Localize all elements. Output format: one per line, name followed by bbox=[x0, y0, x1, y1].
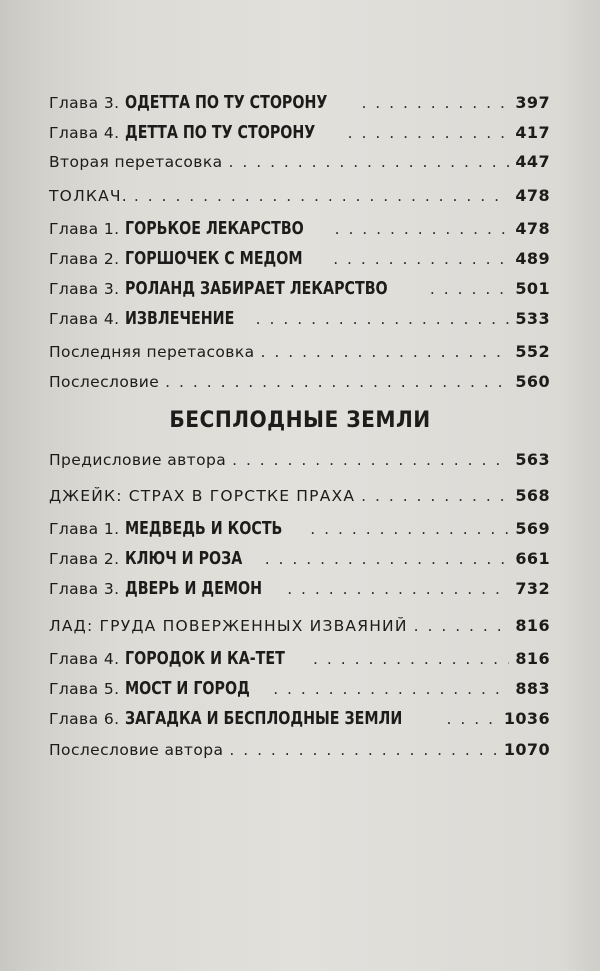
chapter-number: Глава 1. bbox=[49, 520, 120, 538]
chapter-title: ЗАГАДКА И БЕСПЛОДНЫЕ ЗЕМЛИ bbox=[125, 708, 403, 729]
chapter-title: ГОРШОЧЕК С МЕДОМ bbox=[125, 248, 303, 269]
dot-leader bbox=[256, 310, 510, 328]
chapter-number: Глава 3. bbox=[49, 580, 120, 598]
dot-leader bbox=[414, 617, 510, 635]
chapter-number: Глава 2. bbox=[49, 250, 120, 268]
toc-entry bbox=[49, 186, 550, 205]
page-number: 569 bbox=[515, 519, 550, 538]
toc-entry bbox=[49, 486, 550, 505]
section-title: ТОЛКАЧ. bbox=[49, 187, 128, 205]
dot-leader bbox=[134, 187, 510, 205]
page-number: 417 bbox=[515, 123, 550, 142]
dot-leader bbox=[361, 94, 509, 112]
chapter-number: Глава 5. bbox=[49, 680, 120, 698]
toc-entry-label bbox=[49, 548, 259, 569]
dot-leader bbox=[287, 580, 509, 598]
section-title: ДЖЕЙК: СТРАХ В ГОРСТКЕ ПРАХА bbox=[49, 487, 356, 505]
page-number: 552 bbox=[515, 342, 550, 361]
toc-entry-label: Послесловие автора bbox=[49, 741, 224, 759]
toc-entry bbox=[49, 218, 550, 239]
toc-entry bbox=[49, 122, 550, 143]
chapter-title: ДЕТТА ПО ТУ СТОРОНУ bbox=[125, 122, 316, 143]
page-number: 568 bbox=[515, 486, 550, 505]
page-number: 661 bbox=[515, 549, 550, 568]
chapter-title: КЛЮЧ И РОЗА bbox=[125, 548, 243, 569]
toc-entry bbox=[49, 342, 550, 361]
toc-entry-label bbox=[49, 708, 441, 729]
dot-leader bbox=[229, 153, 510, 171]
page-number: 489 bbox=[515, 249, 550, 268]
toc-entry bbox=[49, 548, 550, 569]
chapter-number: Глава 3. bbox=[49, 280, 120, 298]
page-number: 883 bbox=[515, 679, 550, 698]
page-number: 447 bbox=[515, 152, 550, 171]
dot-leader bbox=[273, 680, 509, 698]
dot-leader bbox=[447, 710, 498, 728]
toc-entry bbox=[49, 248, 550, 269]
toc-entry-label bbox=[49, 648, 307, 669]
dot-leader bbox=[348, 124, 510, 142]
chapter-title: МОСТ И ГОРОД bbox=[125, 678, 251, 699]
toc-entry-label bbox=[49, 218, 329, 239]
chapter-title: ОДЕТТА ПО ТУ СТОРОНУ bbox=[125, 92, 328, 113]
toc-entry bbox=[49, 450, 550, 469]
toc-entry bbox=[49, 518, 550, 539]
toc-entry-label bbox=[49, 678, 267, 699]
section-title: ЛАД: ГРУДА ПОВЕРЖЕННЫХ ИЗВАЯНИЙ bbox=[49, 617, 408, 635]
toc-entry-label bbox=[49, 518, 304, 539]
chapter-number: Глава 3. bbox=[49, 94, 120, 112]
dot-leader bbox=[361, 487, 509, 505]
toc-entry-label: Послесловие bbox=[49, 373, 160, 391]
chapter-number: Глава 6. bbox=[49, 710, 120, 728]
toc-entry-label: Предисловие автора bbox=[49, 451, 227, 469]
chapter-title: МЕДВЕДЬ И КОСТЬ bbox=[125, 518, 283, 539]
toc-entry bbox=[49, 648, 550, 669]
toc-entry-label: Последняя перетасовка bbox=[49, 343, 255, 361]
dot-leader bbox=[333, 250, 509, 268]
chapter-number: Глава 4. bbox=[49, 650, 120, 668]
toc-entry bbox=[49, 278, 550, 299]
toc-entry-label: Вторая перетасовка bbox=[49, 153, 223, 171]
toc-entry bbox=[49, 372, 550, 391]
toc-entry bbox=[49, 578, 550, 599]
book-title: БЕСПЛОДНЫЕ ЗЕМЛИ bbox=[169, 408, 431, 433]
toc-entry bbox=[49, 678, 550, 699]
toc-entry bbox=[49, 708, 550, 729]
toc-entry bbox=[49, 308, 550, 329]
chapter-title: ГОРЬКОЕ ЛЕКАРСТВО bbox=[125, 218, 305, 239]
page-number: 560 bbox=[515, 372, 550, 391]
toc-entry bbox=[49, 92, 550, 113]
dot-leader bbox=[335, 220, 510, 238]
toc-entry bbox=[49, 616, 550, 635]
page-number: 478 bbox=[515, 219, 550, 238]
chapter-title: ГОРОДОК И КА-ТЕТ bbox=[125, 648, 286, 669]
page-number: 1070 bbox=[503, 740, 550, 759]
chapter-number: Глава 4. bbox=[49, 124, 120, 142]
chapter-number: Глава 1. bbox=[49, 220, 120, 238]
page-number: 1036 bbox=[503, 709, 550, 728]
chapter-title: РОЛАНД ЗАБИРАЕТ ЛЕКАРСТВО bbox=[125, 278, 389, 299]
page-number: 533 bbox=[515, 309, 550, 328]
chapter-title: ДВЕРЬ И ДЕМОН bbox=[125, 578, 263, 599]
dot-leader bbox=[430, 280, 509, 298]
chapter-title: ИЗВЛЕЧЕНИЕ bbox=[125, 308, 235, 329]
page-number: 816 bbox=[515, 616, 550, 635]
dot-leader bbox=[165, 373, 509, 391]
page-number: 732 bbox=[515, 579, 550, 598]
page-number: 397 bbox=[515, 93, 550, 112]
dot-leader bbox=[310, 520, 509, 538]
toc-entry bbox=[49, 152, 550, 171]
page-number: 563 bbox=[515, 450, 550, 469]
toc-entry-label bbox=[49, 578, 281, 599]
page-number: 478 bbox=[515, 186, 550, 205]
chapter-number: Глава 2. bbox=[49, 550, 120, 568]
toc-entry-label bbox=[49, 92, 355, 113]
page-number: 501 bbox=[515, 279, 550, 298]
toc-entry bbox=[49, 740, 550, 759]
toc-entry-label bbox=[49, 248, 327, 269]
dot-leader bbox=[232, 451, 509, 469]
chapter-number: Глава 4. bbox=[49, 310, 120, 328]
toc-entry-label bbox=[49, 308, 250, 329]
dot-leader bbox=[265, 550, 510, 568]
toc-entry-label bbox=[49, 122, 342, 143]
dot-leader bbox=[229, 741, 497, 759]
toc-entry-label bbox=[49, 278, 424, 299]
page-number: 816 bbox=[515, 649, 550, 668]
dot-leader bbox=[261, 343, 510, 361]
dot-leader bbox=[313, 650, 509, 668]
